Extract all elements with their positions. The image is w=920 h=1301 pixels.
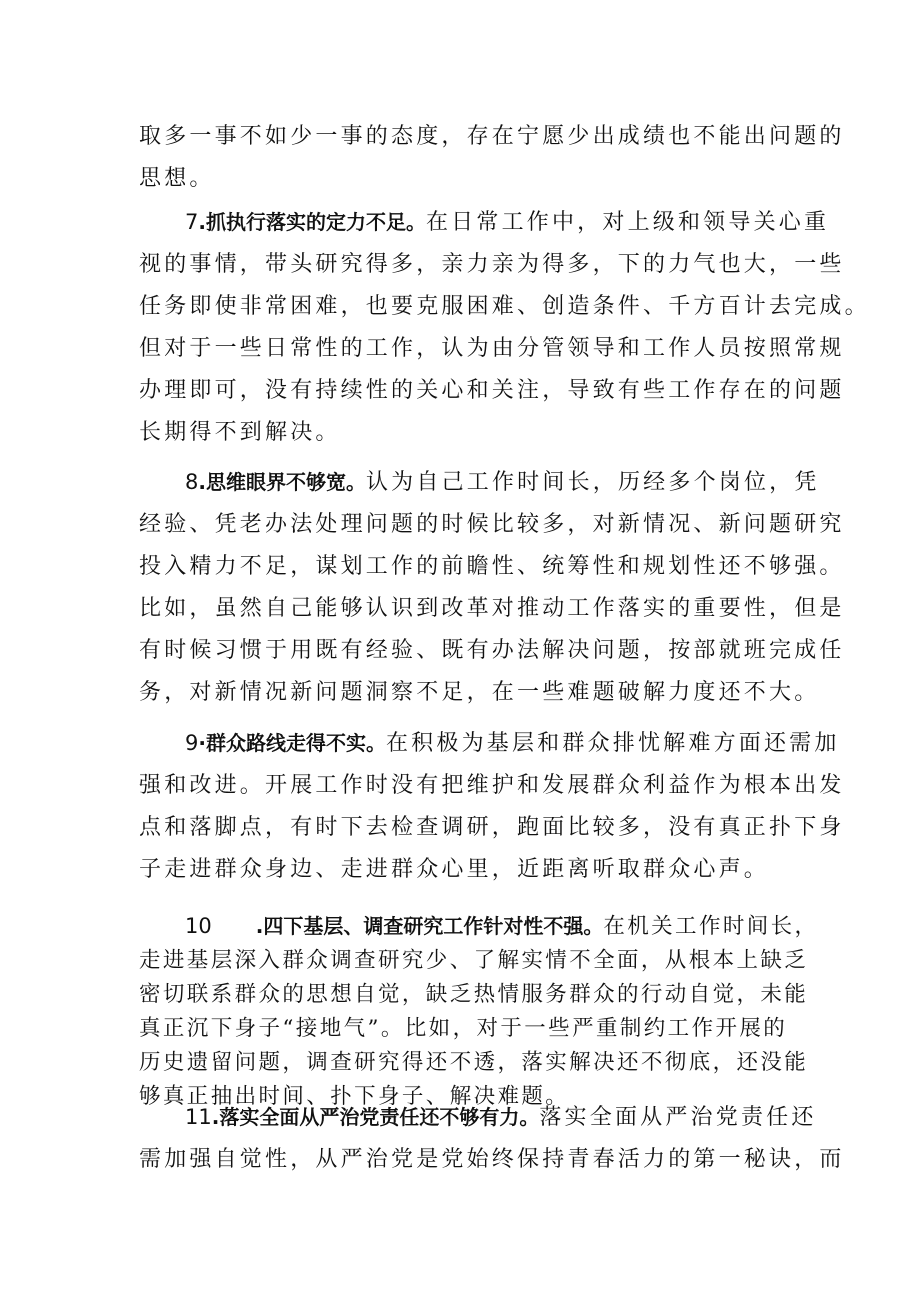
item-9-first-line bbox=[139, 722, 840, 765]
item-10-first-line bbox=[139, 909, 819, 944]
item-heading: ·群众路线走得不实。 bbox=[198, 731, 386, 755]
item-10-paragraph bbox=[139, 909, 819, 1114]
intro-paragraph bbox=[139, 116, 845, 200]
item-text: 在机关工作时间长， bbox=[603, 914, 819, 939]
item-number: 11 bbox=[185, 1105, 212, 1129]
item-7-paragraph bbox=[139, 201, 870, 454]
text-line: 密切联系群众的思想自觉，缺乏热情服务群众的行动自觉，未能 bbox=[139, 982, 809, 1007]
text-line: 视的事情，带头研究得多，亲力亲为得多，下的力气也大，一些 bbox=[139, 252, 845, 277]
text-line: 走进基层深入群众调查研究少、了解实情不全面，从根本上缺乏 bbox=[139, 948, 809, 973]
item-11-paragraph bbox=[139, 1096, 845, 1181]
text-line: 够真正抽出时间、扑下身子、解决难题。 bbox=[139, 1084, 570, 1109]
text-line: 子走进群众身边、走进群众心里，近距离听取群众心声。 bbox=[139, 857, 770, 882]
text-line: 长期得不到解决。 bbox=[139, 420, 341, 445]
text-line: 历史遗留问题，调查研究得还不透，落实解决还不彻底，还没能 bbox=[139, 1050, 809, 1075]
text-line: 强和改进。开展工作时没有把维护和发展群众利益作为根本出发 bbox=[139, 773, 845, 798]
item-number: 7 bbox=[185, 210, 199, 234]
item-8-paragraph bbox=[139, 461, 845, 714]
text-line: 经验、凭老办法处理问题的时候比较多，对新情况、新问题研究 bbox=[139, 512, 845, 537]
text-line: 办理即可，没有持续性的关心和关注，导致有些工作存在的问题 bbox=[139, 378, 845, 403]
text-line: 任务即使非常困难，也要克服困难、创造条件、千方百计去完成。 bbox=[139, 294, 870, 319]
text-line: 比如，虽然自己能够认识到改革对推动工作落实的重要性，但是 bbox=[139, 596, 845, 621]
item-number: 9 bbox=[185, 731, 199, 755]
item-number: 8 bbox=[185, 470, 199, 494]
item-9-paragraph bbox=[139, 722, 845, 891]
text-line: 务，对新情况新问题洞察不足，在一些难题破解力度还不大。 bbox=[139, 680, 820, 705]
text-line: 投入精力不足，谋划工作的前瞻性、统筹性和规划性还不够强。 bbox=[139, 554, 845, 579]
item-8-first-line bbox=[139, 461, 820, 504]
text-line: 但对于一些日常性的工作，认为由分管领导和工作人员按照常规 bbox=[139, 336, 845, 361]
item-11-first-line bbox=[139, 1096, 817, 1139]
item-text: 在积极为基层和群众排忧解难方面还需加 bbox=[385, 731, 840, 756]
item-heading: .抓执行落实的定力不足。 bbox=[198, 210, 426, 234]
item-text: 落实全面从严治党责任还 bbox=[539, 1105, 817, 1130]
item-heading: .落实全面从严治党责任还不够有力。 bbox=[211, 1105, 540, 1129]
item-number: 10 bbox=[185, 914, 212, 938]
text-line: 有时候习惯于用既有经验、既有办法解决问题，按部就班完成任 bbox=[139, 638, 845, 663]
item-text: 在日常工作中，对上级和领导关心重 bbox=[425, 210, 830, 235]
text-line: 点和落脚点，有时下去检查调研，跑面比较多，没有真正扑下身 bbox=[139, 815, 845, 840]
item-heading: .四下基层、调查研究工作针对性不强。 bbox=[255, 914, 604, 938]
item-text: 认为自己工作时间长，历经多个岗位，凭 bbox=[365, 470, 820, 495]
text-line: 需加强自觉性，从严治党是党始终保持青春活力的第一秘诀，而 bbox=[139, 1147, 845, 1172]
text-line: 真正沉下身子“接地气”。比如，对于一些严重制约工作开展的 bbox=[139, 1016, 788, 1041]
text-line: 取多一事不如少一事的态度，存在宁愿少出成绩也不能出问题的 bbox=[139, 124, 845, 149]
text-line: 思想。 bbox=[139, 166, 215, 191]
item-7-first-line bbox=[139, 201, 830, 244]
item-heading: .思维眼界不够宽。 bbox=[198, 470, 366, 494]
